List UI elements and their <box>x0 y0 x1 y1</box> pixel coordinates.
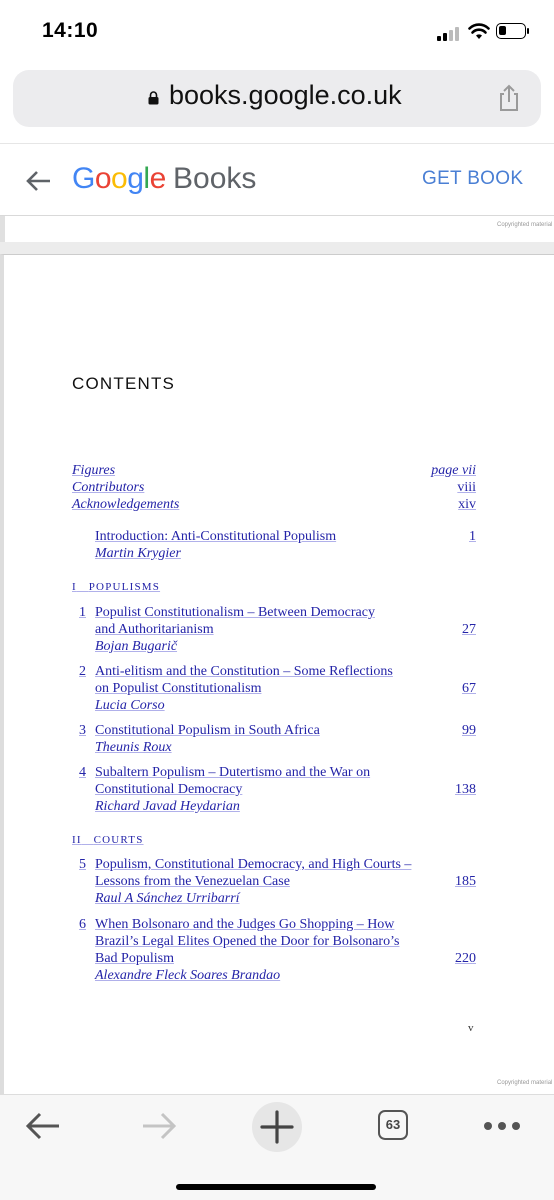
google-logo-letter: o <box>111 162 128 195</box>
google-logo-letter: l <box>143 162 150 195</box>
toc-chapter-author[interactable]: Raul A Sánchez Urribarrí <box>95 891 240 906</box>
toc-chapter-author[interactable]: Richard Javad Heydarian <box>95 799 240 814</box>
tab-switcher-button[interactable]: 63 <box>378 1110 408 1140</box>
toc-chapter-title-line[interactable]: Lessons from the Venezuelan Case <box>95 874 290 889</box>
google-logo-letter: e <box>149 162 166 195</box>
url-text[interactable]: books.google.co.uk <box>169 80 402 110</box>
toc-chapter-title-line[interactable]: Constitutional Democracy <box>95 782 243 797</box>
share-icon[interactable] <box>496 83 522 113</box>
contents-heading: CONTENTS <box>72 374 176 393</box>
toc-chapter-title-line[interactable]: Anti-elitism and the Constitution – Some Reflections <box>95 664 393 679</box>
part-title: POPULISMS <box>88 581 161 593</box>
toc-chapter-title-line[interactable]: Constitutional Populism in South Africa <box>95 723 320 738</box>
toc-author-introduction[interactable]: Martin Krygier <box>95 546 181 561</box>
toc-chapter-number[interactable]: 2 <box>79 664 86 679</box>
toc-page-figures[interactable]: page vii <box>431 463 476 478</box>
google-logo-letter: o <box>94 162 112 195</box>
new-tab-button[interactable] <box>252 1102 302 1152</box>
page-folio: v <box>468 1022 474 1034</box>
toc-chapter-author[interactable]: Bojan Bugarič <box>95 639 178 654</box>
plus-icon <box>252 1102 302 1152</box>
books-label: Books <box>173 162 257 195</box>
toc-chapter-number[interactable]: 6 <box>79 917 86 932</box>
copyright-notice-top: Copyrighted material <box>497 222 553 228</box>
toc-chapter-page[interactable]: 220 <box>455 951 476 966</box>
toc-page-contributors[interactable]: viii <box>457 480 476 495</box>
more-options-icon[interactable] <box>482 1120 522 1132</box>
lock-icon <box>148 91 159 105</box>
toc-part-heading-2[interactable] <box>72 834 144 846</box>
toc-chapter-title-line[interactable]: Bad Populism <box>95 951 174 966</box>
google-logo-letter: g <box>127 162 144 195</box>
toc-part-heading-1[interactable] <box>72 581 160 593</box>
toc-entry-figures[interactable]: Figures <box>72 463 116 478</box>
toc-chapter-page[interactable]: 27 <box>462 622 476 637</box>
toc-entry-acknowledgements[interactable]: Acknowledgements <box>72 497 180 512</box>
toc-chapter-title-line[interactable]: Brazil’s Legal Elites Opened the Door for Bolsonaro’s <box>95 934 400 949</box>
toc-chapter-title-line[interactable]: Subaltern Populism – Dutertismo and the War on <box>95 765 371 780</box>
home-indicator <box>176 1184 376 1190</box>
toc-chapter-author[interactable]: Theunis Roux <box>95 740 172 755</box>
previous-page-edge <box>0 216 554 243</box>
toc-chapter-number[interactable]: 5 <box>79 857 86 872</box>
back-arrow-icon[interactable] <box>26 170 52 192</box>
google-logo <box>72 162 166 196</box>
toc-chapter-title-line[interactable]: and Authoritarianism <box>95 622 214 637</box>
toc-chapter-title-line[interactable]: When Bolsonaro and the Judges Go Shopping – How <box>95 917 395 932</box>
page-gap <box>0 242 554 254</box>
part-number: II <box>72 834 82 846</box>
forward-icon[interactable] <box>141 1111 177 1141</box>
toc-chapter-number[interactable]: 4 <box>79 765 86 780</box>
toc-chapter-number[interactable]: 1 <box>79 605 86 620</box>
google-logo-letter: G <box>72 162 95 195</box>
get-book-button[interactable]: GET BOOK <box>422 168 524 189</box>
toc-chapter-author[interactable]: Lucia Corso <box>95 698 165 713</box>
battery-cap <box>527 28 529 34</box>
toc-chapter-page[interactable]: 138 <box>455 782 476 797</box>
status-time: 14:10 <box>42 19 99 42</box>
toc-chapter-author[interactable]: Alexandre Fleck Soares Brandao <box>95 968 281 983</box>
toc-chapter-title-line[interactable]: Populism, Constitutional Democracy, and High Courts – <box>95 857 412 872</box>
battery-icon <box>496 23 526 39</box>
toc-chapter-title-line[interactable]: Populist Constitutionalism – Between Democracy <box>95 605 375 620</box>
toc-entry-contributors[interactable]: Contributors <box>72 480 145 495</box>
toc-chapter-page[interactable]: 185 <box>455 874 476 889</box>
toc-page-introduction[interactable]: 1 <box>469 529 476 544</box>
wifi-icon <box>468 22 490 40</box>
toc-entry-introduction[interactable]: Introduction: Anti-Constitutional Populism <box>95 529 337 544</box>
toc-chapter-page[interactable]: 99 <box>462 723 476 738</box>
back-icon[interactable] <box>25 1111 61 1141</box>
part-title: COURTS <box>93 834 144 846</box>
status-bar <box>0 0 554 64</box>
copyright-notice-bottom: Copyrighted material <box>497 1080 553 1086</box>
toc-chapter-page[interactable]: 67 <box>462 681 476 696</box>
cellular-signal-icon <box>437 25 463 41</box>
toc-page-acknowledgements[interactable]: xiv <box>458 497 476 512</box>
part-number: I <box>72 581 77 593</box>
toc-chapter-title-line[interactable]: on Populist Constitutionalism <box>95 681 262 696</box>
toc-chapter-number[interactable]: 3 <box>79 723 86 738</box>
